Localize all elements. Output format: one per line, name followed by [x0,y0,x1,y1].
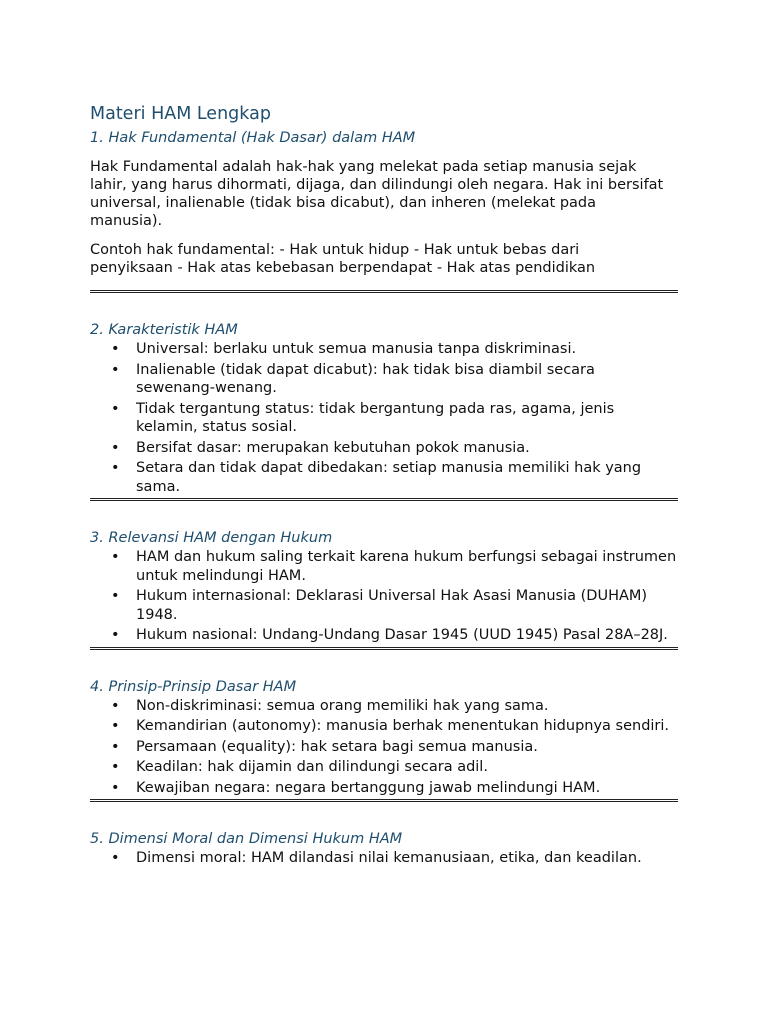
bullet-marker: • [111,460,120,476]
section-divider [90,498,678,501]
list-item-text: Kemandirian (autonomy): manusia berhak menentukan hidupnya sendiri. [136,718,670,734]
section-heading: 4. Prinsip-Prinsip Dasar HAM [90,678,297,695]
section-2 [90,320,678,496]
list-item-text: Setara dan tidak dapat dibedakan: setiap manusia memiliki hak yang sama. [136,460,642,495]
list-item [90,717,678,736]
list-item [90,459,678,496]
bullet-marker: • [111,588,120,604]
list-item [90,548,678,585]
bullet-list [90,548,678,645]
list-item-text: Inalienable (tidak dapat dicabut): hak tidak bisa diambil secara sewenang-wenang. [136,361,595,396]
list-item [90,439,678,458]
list-item [90,697,678,716]
list-item [90,626,678,645]
bullet-marker: • [111,400,120,417]
bullet-list [90,849,678,868]
document-title: Materi HAM Lengkap [90,104,271,124]
bullet-marker: • [111,549,120,565]
section-5 [90,829,678,868]
section-4 [90,677,678,798]
list-item-text: Hukum internasional: Deklarasi Universal Hak Asasi Manusia (DUHAM) 1948. [136,588,648,623]
section-1 [90,128,678,277]
bullet-marker: • [111,341,120,357]
section-heading: 1. Hak Fundamental (Hak Dasar) dalam HAM [90,130,416,146]
section-heading: 5. Dimensi Moral dan Dimensi Hukum HAM [90,831,403,847]
section-heading: 3. Relevansi HAM dengan Hukum [90,530,333,546]
bullet-list [90,697,678,798]
list-item [90,849,678,868]
bullet-marker: • [111,779,120,796]
bullet-marker: • [111,718,120,734]
section-divider [90,290,678,293]
section-heading: 2. Karakteristik HAM [90,322,238,338]
list-item [90,340,678,359]
list-item-text: Universal: berlaku untuk semua manusia tanpa diskriminasi. [136,341,577,357]
bullet-marker: • [111,361,120,378]
list-item-text: Dimensi moral: HAM dilandasi nilai kemanusiaan, etika, dan keadilan. [136,850,642,866]
list-item [90,587,678,624]
bullet-marker: • [111,738,120,755]
list-item-text: Tidak tergantung status: tidak bergantung pada ras, agama, jenis kelamin, status sosial. [136,400,615,435]
section-3 [90,528,678,645]
document-page [90,102,678,870]
list-item [90,361,678,398]
list-item [90,738,678,757]
list-item [90,400,678,437]
list-item-text: HAM dan hukum saling terkait karena hukum berfungsi sebagai instrumen untuk melindungi HAM. [136,549,677,584]
list-item [90,779,678,798]
paragraph: Contoh hak fundamental: - Hak untuk hidup - Hak untuk bebas dari penyiksaan - Hak atas kebebasan berpendapat - Hak atas pendidikan [90,242,596,276]
bullet-list [90,340,678,496]
list-item-text: Persamaan (equality): hak setara bagi semua manusia. [136,738,538,755]
list-item [90,758,678,777]
list-item-text: Kewajiban negara: negara bertanggung jawab melindungi HAM. [136,779,601,796]
list-item-text: Non-diskriminasi: semua orang memiliki hak yang sama. [136,697,549,714]
bullet-marker: • [111,627,120,643]
paragraph: Hak Fundamental adalah hak-hak yang melekat pada setiap manusia sejak lahir, yang harus dihormati, dijaga, dan dilindungi oleh negara. Hak ini bersifat universal, inalienable (tidak bisa dicabut), dan inheren (melekat pada manusia). [90,159,664,229]
bullet-marker: • [111,850,120,866]
list-item-text: Keadilan: hak dijamin dan dilindungi secara adil. [136,759,488,775]
section-divider [90,647,678,650]
list-item-text: Hukum nasional: Undang-Undang Dasar 1945 (UUD 1945) Pasal 28A–28J. [136,627,668,643]
bullet-marker: • [111,697,120,714]
bullet-marker: • [111,439,120,456]
bullet-marker: • [111,759,120,775]
section-divider [90,799,678,802]
list-item-text: Bersifat dasar: merupakan kebutuhan pokok manusia. [136,439,530,456]
